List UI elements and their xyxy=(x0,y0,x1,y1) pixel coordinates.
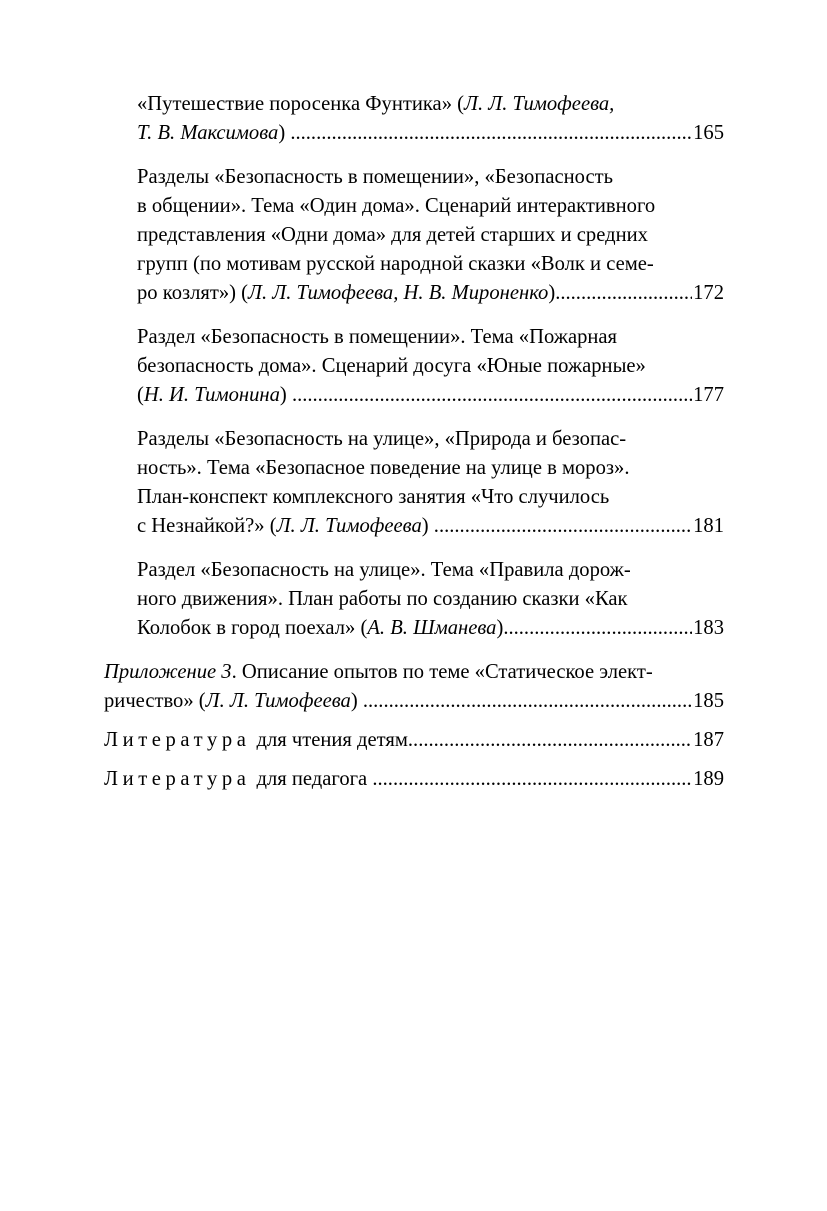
toc-line-last xyxy=(104,687,724,716)
dot-leader xyxy=(363,687,692,716)
toc-line: Раздел «Безопасность на улице». Тема «Правила дорож- xyxy=(137,559,631,581)
toc-line: безопасность дома». Сценарий досуга «Юные пожарные» xyxy=(137,355,646,377)
entry-text: . Описание опытов по теме «Статическое элект- xyxy=(231,661,653,683)
toc-line: Раздел «Безопасность в помещении». Тема «Пожарная xyxy=(137,326,618,348)
entry-text: ) xyxy=(548,282,556,304)
toc-entry-funtik[interactable] xyxy=(104,90,724,148)
appendix-label: Приложение 3 xyxy=(104,661,232,683)
entry-author: Н. И. Тимонина xyxy=(143,384,280,406)
entry-text: для педагога xyxy=(256,768,368,790)
toc-line-last xyxy=(137,279,724,308)
toc-entry-literature-children[interactable] xyxy=(104,726,724,755)
entry-author: Л. Л. Тимофеева xyxy=(276,515,422,537)
table-of-contents xyxy=(104,90,724,804)
toc-line-last xyxy=(104,726,724,755)
toc-line: ность». Тема «Безопасное поведение на улице в мороз». xyxy=(137,457,630,479)
page-number: 187 xyxy=(693,729,724,751)
entry-text: ) xyxy=(421,515,429,537)
section-label: Литература xyxy=(104,768,251,790)
entry-author: Л. Л. Тимофеева, Н. В. Мироненко xyxy=(248,282,549,304)
toc-entry-kolobok[interactable] xyxy=(104,556,724,643)
dot-leader xyxy=(555,279,692,308)
page-number: 183 xyxy=(693,617,724,639)
dot-leader xyxy=(434,512,692,541)
entry-text: для чтения детям xyxy=(256,729,408,751)
entry-text: «Путешествие поросенка Фунтика» ( xyxy=(137,93,464,115)
toc-line: в общении». Тема «Один дома». Сценарий интерактивного xyxy=(137,195,656,217)
toc-line-last xyxy=(104,765,724,794)
dot-leader xyxy=(372,765,692,794)
toc-line: План-конспект комплексного занятия «Что случилось xyxy=(137,486,610,508)
dot-leader xyxy=(408,726,692,755)
toc-line xyxy=(137,90,724,119)
entry-text: ) xyxy=(350,690,358,712)
toc-line: представления «Одни дома» для детей старших и средних xyxy=(137,224,648,246)
toc-entry-appendix-3[interactable] xyxy=(104,658,724,716)
entry-author: Т. В. Максимова xyxy=(137,122,279,144)
page-number: 181 xyxy=(693,515,724,537)
dot-leader xyxy=(292,381,692,410)
toc-entry-moroz[interactable] xyxy=(104,425,724,541)
toc-entry-odin-doma[interactable] xyxy=(104,163,724,308)
entry-text: ричество» ( xyxy=(104,690,206,712)
toc-line: Разделы «Безопасность на улице», «Природа и безопас- xyxy=(137,428,627,450)
dot-leader xyxy=(290,119,692,148)
dot-leader xyxy=(503,614,692,643)
entry-text: ) xyxy=(279,384,287,406)
entry-text: Колобок в город поехал» ( xyxy=(137,617,368,639)
toc-entry-literature-teacher[interactable] xyxy=(104,765,724,794)
toc-line-last xyxy=(137,614,724,643)
toc-line: ного движения». План работы по созданию сказки «Как xyxy=(137,588,628,610)
section-label: Литература xyxy=(104,729,251,751)
entry-text: ) xyxy=(496,617,504,639)
toc-line-last xyxy=(137,119,724,148)
toc-entry-pozharnaya[interactable] xyxy=(104,323,724,410)
entry-text: ( xyxy=(137,384,144,406)
entry-text: ро козлят») ( xyxy=(137,282,249,304)
entry-author: Л. Л. Тимофеева xyxy=(205,690,351,712)
page-number: 189 xyxy=(693,768,724,790)
toc-line-last xyxy=(137,381,724,410)
entry-text: с Незнайкой?» ( xyxy=(137,515,277,537)
toc-line: групп (по мотивам русской народной сказки «Волк и семе- xyxy=(137,253,654,275)
page-number: 172 xyxy=(693,282,724,304)
entry-text: ) xyxy=(278,122,286,144)
page-number: 165 xyxy=(693,122,724,144)
toc-line: Разделы «Безопасность в помещении», «Безопасность xyxy=(137,166,613,188)
entry-author: А. В. Шманева xyxy=(367,617,497,639)
page-number: 177 xyxy=(693,384,724,406)
entry-author: Л. Л. Тимофеева, xyxy=(464,93,615,115)
toc-line xyxy=(104,658,724,687)
page-number: 185 xyxy=(693,690,724,712)
toc-line-last xyxy=(137,512,724,541)
